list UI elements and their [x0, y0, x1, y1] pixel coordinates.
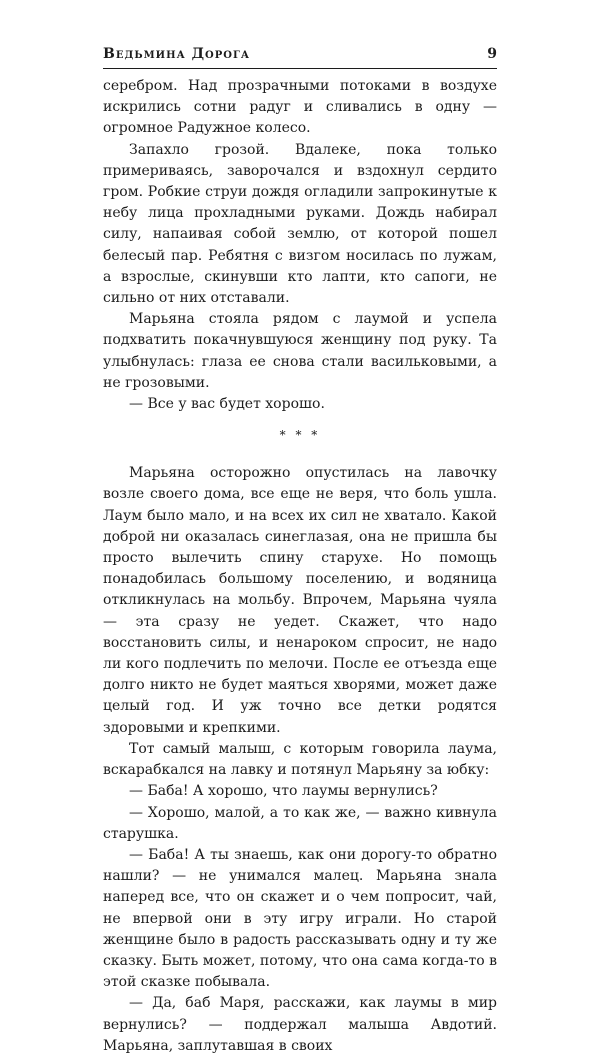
paragraph: Марьяна осторожно опустилась на лавочку возле своего дома, все еще не веря, что боль ушла. Лаум было мало, и на всех их сил не хватало. Какой доброй ни оказалась синеглазая, она не пришла бы просто вылечить спину старухе. Но помощь понадобилась большому поселению, и водяница откликнулась на мольбу. Впрочем, Марьяна чуяла — эта сразу не уедет. Скажет, что надо восстановить силы, и ненароком спросит, не надо ли кого подлечить по мелочи. После ее отъезда еще долго никто не будет маяться хворями, может даже целый год. И уж точно все детки родятся здоровыми и крепкими.: [103, 465, 497, 736]
paragraph: — Все у вас будет хорошо.: [129, 396, 325, 413]
paragraph: Марьяна стояла рядом с лаумой и успела подхватить покачнувшуюся женщину под руку. Та улыбнулась: глаза ее снова стали васильковыми, а не грозовыми.: [103, 311, 497, 391]
page-body: [103, 76, 497, 1057]
page-number: 9: [487, 46, 497, 62]
paragraph: — Да, баб Маря, расскажи, как лаумы в мир вернулись? — поддержал малыша Авдотий. Марьяна, заплутавшая в своих: [103, 995, 497, 1054]
running-title: Ведьмина Дорога: [103, 46, 251, 62]
paragraph: Запахло грозой. Вдалеке, пока только примериваясь, заворочался и вздохнул сердито гром. Робкие струи дождя огладили запрокинутые к небу лица прохладными руками. Дождь набирал силу, напаивая собой землю, от которой пошел белесый пар. Ребятня с визгом носилась по лужам, а взрослые, скинувши кто лапти, кто сапоги, не сильно от них отставали.: [103, 141, 497, 307]
paragraph: Тот самый малыш, с которым говорила лаума, вскарабкался на лавку и потянул Марьяну за юбку:: [103, 740, 497, 779]
paragraph: — Баба! А ты знаешь, как они дорогу-то обратно нашли? — не унимался малец. Марьяна знала наперед все, что он скажет и о чем попросит, чай, не впервой они в эту игру играли. Но старой женщине было в радость рассказывать одну и ту же сказку. Быть может, потому, что она сама когда-то в этой сказке побывала.: [103, 846, 497, 991]
paragraph: серебром. Над прозрачными потоками в воздухе искрились сотни радуг и сливались в одну — огромное Радужное колесо.: [103, 78, 497, 137]
running-header: [103, 44, 497, 69]
paragraph: — Хорошо, малой, а то как же, — важно кивнула старушка.: [103, 804, 497, 842]
section-separator: * * *: [279, 428, 321, 443]
paragraph: — Баба! А хорошо, что лаумы вернулись?: [129, 783, 438, 800]
